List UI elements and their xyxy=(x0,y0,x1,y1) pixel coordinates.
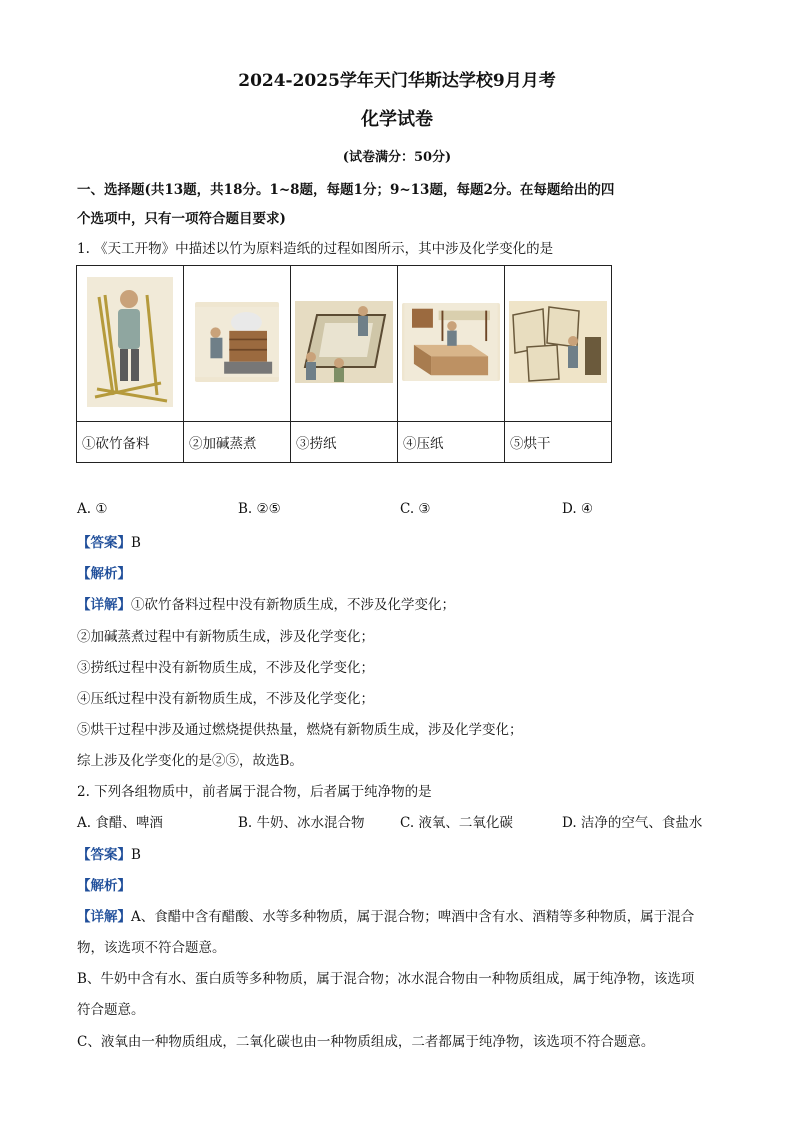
q2-detail-a1 xyxy=(77,907,694,927)
q1-detail-3: ③捞纸过程中没有新物质生成，不涉及化学变化； xyxy=(77,660,374,676)
bamboo-cutter-illustration xyxy=(87,277,173,407)
q2-detail-b2: 符合题意。 xyxy=(77,1002,145,1018)
q1-answer-value: B xyxy=(131,535,141,551)
exam-score: (试卷满分：50分) xyxy=(342,150,452,165)
q1-option-a: A. ① xyxy=(77,501,108,517)
q1-detail-1 xyxy=(77,595,455,615)
q1-detail-2: ②加碱蒸煮过程中有新物质生成，涉及化学变化； xyxy=(77,629,374,645)
paper-drying-illustration xyxy=(509,301,607,383)
q1-image-cell-4 xyxy=(398,266,505,422)
q1-answer xyxy=(77,533,141,553)
q1-detail-tag: 【详解】 xyxy=(77,597,131,613)
q1-image-cell-5 xyxy=(505,266,612,422)
q1-process-table xyxy=(76,265,612,463)
q1-detail-4: ④压纸过程中没有新物质生成，不涉及化学变化； xyxy=(77,691,374,707)
q2-option-d: D. 洁净的空气、食盐水 xyxy=(562,815,703,831)
q1-option-b: B. ②⑤ xyxy=(238,501,281,517)
q2-option-b: B. 牛奶、冰水混合物 xyxy=(238,815,365,831)
q1-detail-5: ⑤烘干过程中涉及通过燃烧提供热量，燃烧有新物质生成，涉及化学变化； xyxy=(77,722,523,738)
paper-scooping-illustration xyxy=(295,301,393,383)
paper-pressing-illustration xyxy=(402,303,500,381)
q2-detail-a2: 物，该选项不符合题意。 xyxy=(77,940,226,956)
q1-caption-1: ①砍竹备料 xyxy=(77,422,184,463)
exam-subject: 化学试卷 xyxy=(361,109,433,130)
q1-answer-tag: 【答案】 xyxy=(77,535,131,551)
q1-stem: 1. 《天工开物》中描述以竹为原料造纸的过程如图所示，其中涉及化学变化的是 xyxy=(77,241,554,257)
q1-caption-5: ⑤烘干 xyxy=(505,422,612,463)
q2-answer-value: B xyxy=(131,847,141,863)
q2-option-c: C. 液氧、二氧化碳 xyxy=(400,815,513,831)
section-heading-line1: 一、选择题(共13题，共18分。1~8题，每题1分；9~13题，每题2分。在每题给出的四 xyxy=(77,182,615,198)
q1-caption-2: ②加碱蒸煮 xyxy=(184,422,291,463)
q2-detail-c: C、液氧由一种物质组成，二氧化碳也由一种物质组成，二者都属于纯净物，该选项不符合题意。 xyxy=(77,1034,655,1050)
q2-detail-b1: B、牛奶中含有水、蛋白质等多种物质，属于混合物；冰水混合物由一种物质组成，属于纯净物，该选项 xyxy=(77,971,695,987)
q1-detail-1-text: ①砍竹备料过程中没有新物质生成，不涉及化学变化； xyxy=(131,597,455,613)
q1-image-cell-1 xyxy=(77,266,184,422)
q1-option-d: D. ④ xyxy=(562,501,594,517)
steaming-vat-illustration xyxy=(195,302,279,382)
q2-detail-a1-text: A、食醋中含有醋酸、水等多种物质，属于混合物；啤酒中含有水、酒精等多种物质，属于混合 xyxy=(131,909,695,925)
q2-option-a: A. 食醋、啤酒 xyxy=(77,815,163,831)
q2-stem: 2. 下列各组物质中，前者属于混合物，后者属于纯净物的是 xyxy=(77,784,432,800)
q1-option-c: C. ③ xyxy=(400,501,431,517)
q1-caption-4: ④压纸 xyxy=(398,422,505,463)
q2-answer xyxy=(77,845,141,865)
q1-detail-6: 综上涉及化学变化的是②⑤，故选B。 xyxy=(77,753,303,769)
q1-analysis-tag: 【解析】 xyxy=(77,566,131,582)
q2-analysis-tag: 【解析】 xyxy=(77,878,131,894)
q2-detail-tag: 【详解】 xyxy=(77,909,131,925)
exam-title: 2024-2025学年天门华斯达学校9月月考 xyxy=(238,71,556,91)
q2-answer-tag: 【答案】 xyxy=(77,847,131,863)
section-heading-line2: 个选项中，只有一项符合题目要求) xyxy=(77,211,286,227)
q1-image-cell-3 xyxy=(291,266,398,422)
q1-caption-3: ③捞纸 xyxy=(291,422,398,463)
q1-image-cell-2 xyxy=(184,266,291,422)
